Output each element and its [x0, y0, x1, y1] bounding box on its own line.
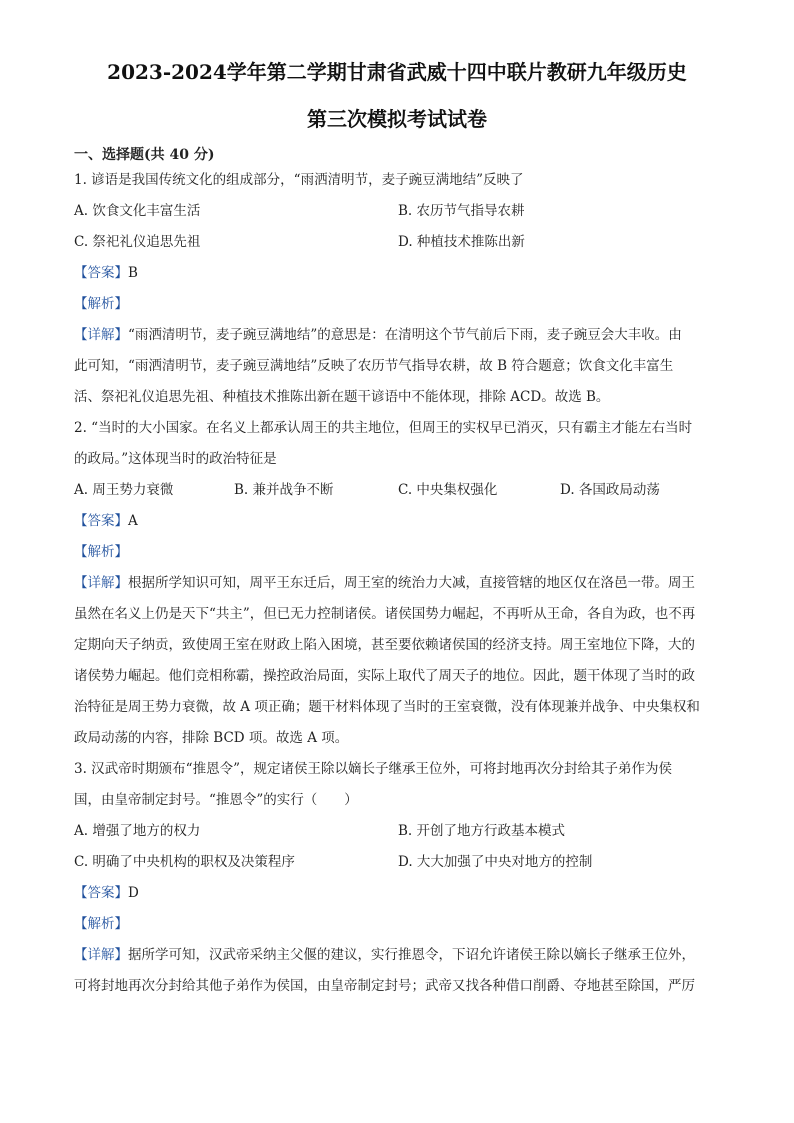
detail-text: 诸侯势力崛起。他们竞相称霸，操控政治局面，实际上取代了周天子的地位。因此，题干体现了当时的政 [74, 668, 695, 684]
exam-title-line2: 第三次模拟考试试卷 [307, 107, 487, 131]
option-d: D. 种植技术推陈出新 [398, 234, 525, 250]
analysis-label: 【解析】 [74, 916, 128, 932]
option-b: B. 开创了地方行政基本模式 [398, 823, 566, 839]
analysis-line [74, 909, 720, 940]
option-a: A. 增强了地方的权力 [74, 823, 201, 839]
option-d: D. 大大加强了中央对地方的控制 [398, 854, 593, 870]
options-grid [74, 196, 720, 258]
detail-label: 【详解】 [74, 575, 128, 591]
section-heading: 一、选择题(共 40 分) [74, 147, 215, 163]
detail-text: 虽然在名义上仍是天下“共主”，但已无力控制诸侯。诸侯国势力崛起，不再听从王命，各自为政，也不再 [74, 606, 696, 622]
option-c: C. 祭祀礼仪追思先祖 [74, 234, 201, 250]
answer-label: 【答案】 [74, 513, 128, 529]
question-1 [74, 165, 720, 413]
option-c: C. 中央集权强化 [398, 482, 498, 498]
detail-label: 【详解】 [74, 327, 128, 343]
answer-value: B [128, 265, 138, 281]
option-b: B. 农历节气指导农耕 [398, 203, 525, 219]
detail-text: 可将封地再次分封给其他子弟作为侯国，由皇帝制定封号；武帝又找各种借口削爵、夺地甚至除国，严厉 [74, 978, 695, 994]
answer-value: D [128, 885, 139, 901]
exam-title-line1: 2023-2024学年第二学期甘肃省武威十四中联片教研九年级历史 [107, 60, 687, 84]
answer-label: 【答案】 [74, 265, 128, 281]
detail-label: 【详解】 [74, 947, 128, 963]
question-3 [74, 754, 720, 1002]
option-d: D. 各国政局动荡 [560, 482, 660, 498]
detail-text: 此可知，“雨洒清明节，麦子豌豆满地结”反映了农历节气指导农耕，故 B 符合题意；饮食文化丰富生 [74, 358, 674, 374]
analysis-line [74, 289, 720, 320]
question-stem: 2. “当时的大小国家。在名义上都承认周王的共主地位，但周王的实权早已消灭，只有霸主才能左右当时 [74, 420, 693, 436]
option-b: B. 兼并战争不断 [234, 482, 334, 498]
analysis-label: 【解析】 [74, 544, 128, 560]
option-c: C. 明确了中央机构的职权及决策程序 [74, 854, 295, 870]
options-row [74, 475, 720, 506]
detail-text: 据所学可知，汉武帝采纳主父偃的建议，实行推恩令，下诏允许诸侯王除以嫡长子继承王位外， [128, 947, 695, 963]
question-2 [74, 413, 720, 754]
option-a: A. 周王势力衰微 [74, 482, 174, 498]
option-a: A. 饮食文化丰富生活 [74, 203, 201, 219]
answer-line [74, 506, 720, 537]
answer-line [74, 878, 720, 909]
question-stem: 国，由皇帝制定封号。“推恩令”的实行（ ） [74, 792, 358, 808]
analysis-line [74, 537, 720, 568]
detail-text: 定期向天子纳贡，致使周王室在财政上陷入困境，甚至要依赖诸侯国的经济支持。周王室地位下降，大的 [74, 637, 695, 653]
answer-label: 【答案】 [74, 885, 128, 901]
detail-text: “雨洒清明节，麦子豌豆满地结”的意思是：在清明这个节气前后下雨，麦子豌豆会大丰收。由 [128, 327, 682, 343]
detail-text: 根据所学知识可知，周平王东迁后，周王室的统治力大减，直接管辖的地区仅在洛邑一带。周王 [128, 575, 695, 591]
answer-line [74, 258, 720, 289]
answer-value: A [128, 513, 138, 529]
detail-line [74, 320, 720, 351]
analysis-label: 【解析】 [74, 296, 128, 312]
question-stem: 3. 汉武帝时期颁布“推恩令”，规定诸侯王除以嫡长子继承王位外，可将封地再次分封给其子弟作为侯 [74, 761, 672, 777]
detail-line [74, 568, 720, 599]
detail-text: 政局动荡的内容，排除 BCD 项。故选 A 项。 [74, 730, 349, 746]
question-stem: 的政局。”这体现当时的政治特征是 [74, 451, 277, 467]
options-grid [74, 816, 720, 878]
question-stem: 1. 谚语是我国传统文化的组成部分，“雨洒清明节，麦子豌豆满地结”反映了 [74, 172, 524, 188]
detail-text: 治特征是周王势力衰微，故 A 项正确；题干材料体现了当时的王室衰微，没有体现兼并战争、中央集权和 [74, 699, 700, 715]
detail-text: 活、祭祀礼仪追思先祖、种植技术推陈出新在题干谚语中不能体现，排除 ACD。故选 B。 [74, 389, 610, 405]
detail-line [74, 940, 720, 971]
